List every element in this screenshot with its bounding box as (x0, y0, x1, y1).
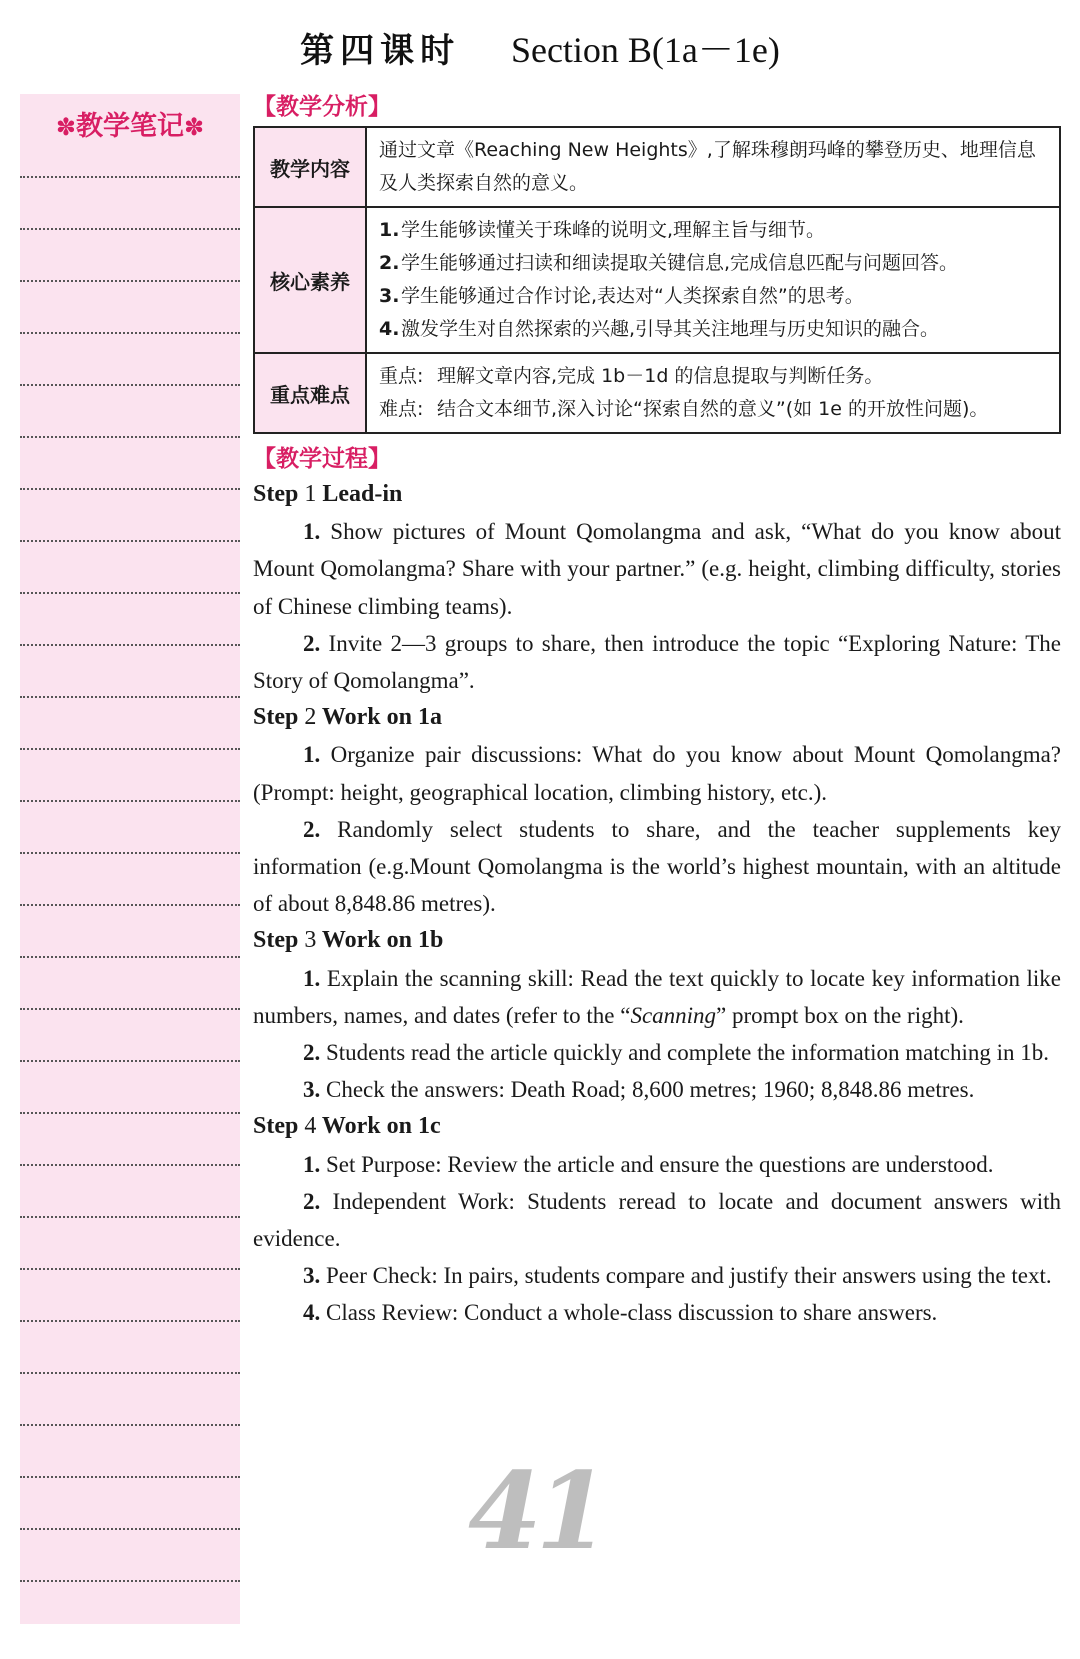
note-line (20, 540, 240, 542)
note-line (20, 332, 240, 334)
note-line (20, 800, 240, 802)
note-line (20, 1112, 240, 1114)
teaching-notes-panel (20, 94, 240, 1624)
key-point: 重点: 理解文章内容,完成 1b－1d 的信息提取与判断任务。 (379, 365, 884, 387)
note-line (20, 1320, 240, 1322)
note-line (20, 1008, 240, 1010)
process-heading: 【教学过程】 (253, 446, 391, 472)
step-paragraph: 3. Peer Check: In pairs, students compare and justify their answers using the text. (303, 1263, 1052, 1289)
list-item: 3. 学生能够通过合作讨论,表达对“人类探索自然”的思考。 (379, 285, 864, 307)
step-paragraph: 2. Independent Work: Students reread to locate and document answers with evidence. (253, 1188, 1062, 1251)
note-line (20, 748, 240, 750)
main-content (253, 90, 1061, 1332)
step-heading: Step 2 Work on 1a (253, 704, 442, 731)
notes-title (20, 104, 240, 143)
note-line (20, 1528, 240, 1530)
step-paragraph: 1. Set Purpose: Review the article and ensure the questions are understood. (303, 1151, 994, 1177)
step-paragraph: 4. Class Review: Conduct a whole-class discussion to share answers. (303, 1300, 938, 1326)
note-line (20, 1372, 240, 1374)
step-paragraph: 1. Organize pair discussions: What do you know about Mount Qomolangma? (Prompt: height, geographical location, climbing history, etc.). (253, 742, 1062, 805)
note-line (20, 904, 240, 906)
page-header (0, 22, 1080, 73)
flower-icon: ✽ (55, 113, 76, 141)
difficult-point: 难点: 结合文本细节,深入讨论“探索自然的意义”(如 1e 的开放性问题)。 (379, 398, 989, 420)
step-heading: Step 4 Work on 1c (253, 1113, 441, 1140)
note-line (20, 488, 240, 490)
lesson-label: 第四课时 (300, 31, 461, 71)
note-line (20, 1580, 240, 1582)
table-row (254, 353, 1060, 433)
teaching-process (253, 476, 1061, 1332)
note-line (20, 1476, 240, 1478)
note-line (20, 384, 240, 386)
note-line (20, 1060, 240, 1062)
note-line (20, 956, 240, 958)
row-label-competency: 核心素养 (254, 207, 366, 353)
table-row (254, 127, 1060, 207)
note-line (20, 280, 240, 282)
section-title: Section B(1a－1e) (510, 30, 780, 70)
note-line (20, 176, 240, 178)
page-number: 41 (468, 1448, 604, 1573)
key-points-content (366, 353, 1060, 433)
flower-icon: ✽ (184, 113, 205, 141)
step-paragraph: 1. Explain the scanning skill: Read the text quickly to locate key information like numbers, names, and dates (refer to the “Scanning” prompt box on the right). (253, 965, 1061, 1028)
note-line (20, 1424, 240, 1426)
step-paragraph: 3. Check the answers: Death Road; 8,600 metres; 1960; 8,848.86 metres. (303, 1077, 975, 1103)
list-item: 1. 学生能够读懂关于珠峰的说明文,理解主旨与细节。 (379, 219, 826, 241)
step-paragraph: 2. Students read the article quickly and complete the information matching in 1b. (303, 1040, 1050, 1065)
note-line (20, 1268, 240, 1270)
step-heading: Step 1 Lead-in (253, 481, 403, 507)
notes-title-text: 教学笔记 (76, 111, 184, 142)
note-line (20, 228, 240, 230)
step-heading: Step 3 Work on 1b (253, 927, 444, 954)
note-line (20, 1216, 240, 1218)
analysis-heading: 【教学分析】 (253, 94, 391, 120)
list-item: 4. 激发学生对自然探索的兴趣,引导其关注地理与历史知识的融合。 (379, 318, 940, 340)
note-line (20, 644, 240, 646)
note-line (20, 696, 240, 698)
step-paragraph: 2. Invite 2—3 groups to share, then introduce the topic “Exploring Nature: The Story of Qomolangma”. (253, 630, 1061, 693)
step-paragraph: 2. Randomly select students to share, and the teacher supplements key information (e.g.Mount Qomolangma is the world’s highest mountain, with an altitude of about 8,848.86 metres). (253, 816, 1062, 917)
analysis-table (253, 126, 1061, 434)
note-line (20, 436, 240, 438)
note-line (20, 592, 240, 594)
note-line (20, 1164, 240, 1166)
row-label-key-points: 重点难点 (254, 353, 366, 433)
list-item: 2. 学生能够通过扫读和细读提取关键信息,完成信息匹配与问题回答。 (379, 252, 959, 274)
table-row (254, 207, 1060, 353)
core-competency-list (366, 207, 1060, 353)
teaching-content-text: 通过文章《Reaching New Heights》,了解珠穆朗玛峰的攀登历史、地理信息及人类探索自然的意义。 (366, 127, 1060, 207)
note-line (20, 852, 240, 854)
row-label-content: 教学内容 (254, 127, 366, 207)
step-paragraph: 1. Show pictures of Mount Qomolangma and ask, “What do you know about Mount Qomolangma? Share with your partner.” (e.g. height, climbing difficulty, stories of Chinese climbing teams). (253, 519, 1062, 619)
